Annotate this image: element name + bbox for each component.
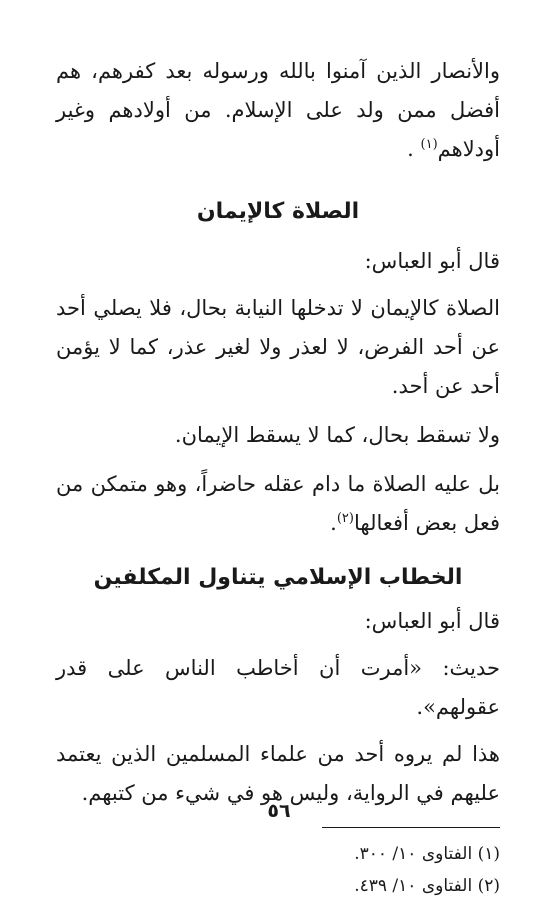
section1-paragraph-2: ولا تسقط بحال، كما لا يسقط الإيمان. [174, 423, 500, 447]
section2-intro: قال أبو العباس: [364, 609, 500, 633]
opening-paragraph-end: . [407, 137, 421, 161]
section2-paragraph-1: حديث: «أمرت أن أخاطب الناس على قدر عقولهم». [56, 656, 500, 719]
opening-paragraph [56, 52, 500, 169]
section2-paragraph-2: هذا لم يروه أحد من علماء المسلمين الذين يعتمد عليهم في الرواية، وليس هو في شيء من كتبهم. [56, 742, 500, 805]
section-heading-prayer: الصلاة كالإيمان [196, 199, 360, 224]
section1-paragraph-1: الصلاة كالإيمان لا تدخلها النيابة بحال، فلا يصلي أحد عن أحد الفرض، لا لعذر ولا لغير عذر، كما لا يؤمن أحد عن أحد. [56, 296, 500, 398]
section-heading-discourse: الخطاب الإسلامي يتناول المكلفين [93, 565, 463, 590]
footnote-ref-2[interactable]: (٢) [336, 511, 354, 526]
footnote-ref-1[interactable]: (١) [420, 137, 438, 152]
page-number: ٥٦ [267, 800, 291, 822]
footnote-divider [322, 827, 500, 828]
footnote-1: (١) الفتاوى ١٠/ ٣٠٠. [354, 844, 500, 864]
section1-intro: قال أبو العباس: [364, 249, 500, 273]
footnote-2: (٢) الفتاوى ١٠/ ٤٣٩. [354, 876, 500, 896]
section1-paragraph-3-end: . [330, 511, 337, 535]
section1-paragraph-3-text: بل عليه الصلاة ما دام عقله حاضراً، وهو متمكن من فعل بعض أفعالها [56, 472, 500, 535]
opening-paragraph-text: والأنصار الذين آمنوا بالله ورسوله بعد كفرهم، هم أفضل ممن ولد على الإسلام. من أولادهم وغير أودلاهم [56, 59, 500, 161]
section1-paragraph-3 [56, 465, 500, 543]
